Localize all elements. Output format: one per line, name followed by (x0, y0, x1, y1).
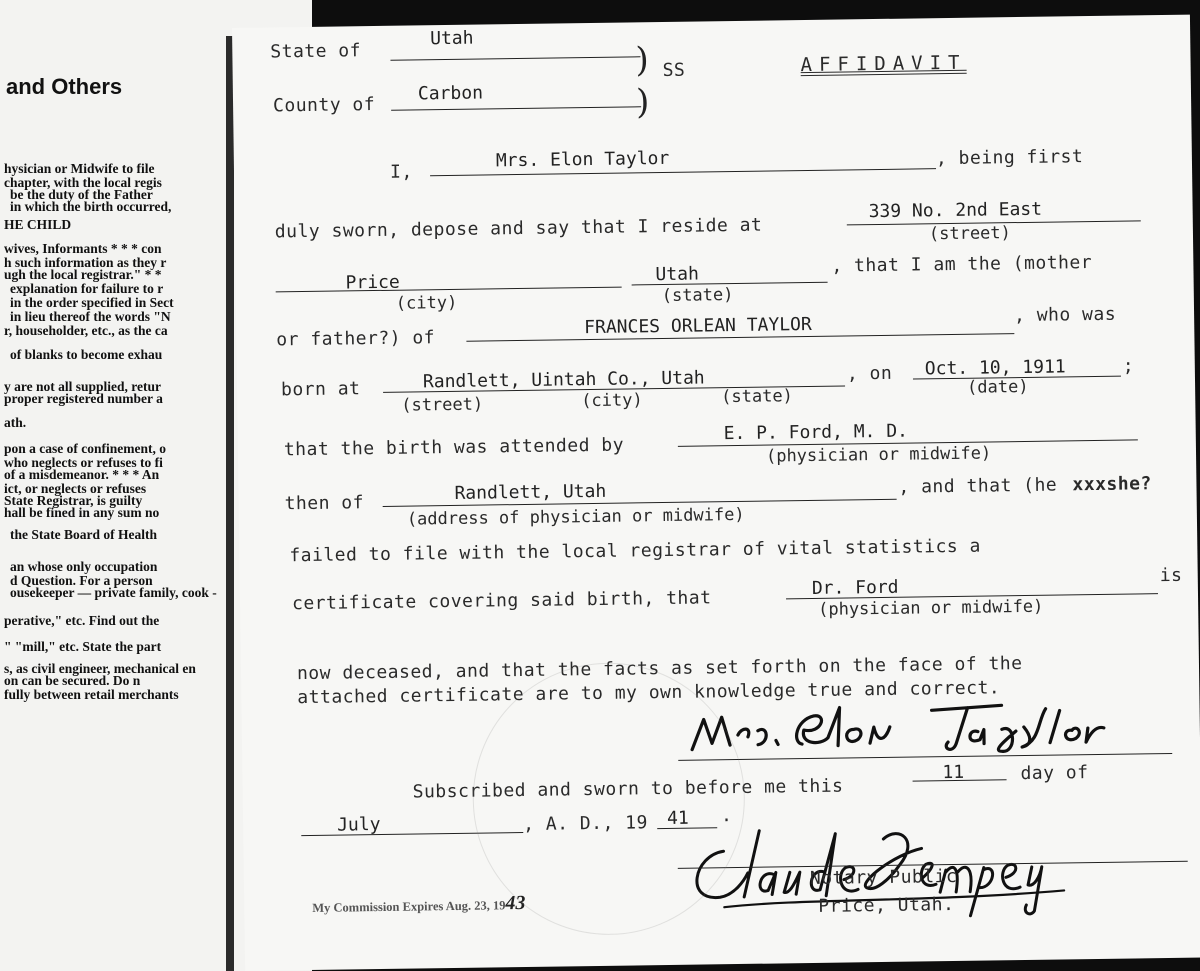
instruction-text-line: State Registrar, is guilty (4, 493, 143, 508)
or-father-text: or father?) of (276, 327, 436, 351)
state-label: State of (270, 40, 362, 63)
instruction-text-line: in which the birth occurred, (10, 199, 172, 214)
deceased-text: now deceased, and that the facts as set forth on the face of the (296, 653, 1023, 685)
brace-top: ) (635, 40, 650, 81)
ss-label: SS (662, 59, 686, 81)
instruction-text-line: in lieu thereof the words "N (10, 309, 171, 324)
instruction-text-line: h such information as they r (4, 255, 167, 270)
instruction-text-line: pon a case of confinement, o (4, 441, 166, 456)
subscribed-text: Subscribed and sworn to before me this (412, 775, 844, 803)
instruction-text-line: HE CHILD (4, 217, 72, 232)
state-caption-2: (state) (721, 386, 793, 408)
instruction-text-line: s, as civil engineer, mechanical en (4, 661, 196, 676)
affidavit-title: AFFIDAVIT (800, 51, 967, 77)
attended-by-text: that the birth was attended by (283, 434, 625, 461)
city-caption-2: (city) (581, 390, 643, 412)
city-value: Price (345, 271, 400, 294)
instruction-text-line: of blanks to become exhau (10, 347, 163, 362)
and-that-text: , and that (he (898, 474, 1058, 498)
physician-short-value: Dr. Ford (811, 576, 899, 599)
city-caption: (city) (395, 292, 458, 314)
instruction-text-line: hysician or Midwife to file (4, 161, 155, 176)
notary-title: Notary Public (809, 865, 958, 890)
being-first-text: , being first (935, 146, 1084, 170)
instruction-text-line: explanation for failure to r (10, 281, 164, 296)
instruction-text-line: ict, or neglects or refuses (4, 481, 147, 496)
semicolon: ; (1122, 355, 1135, 377)
affiant-name: Mrs. Elon Taylor (495, 147, 670, 172)
date-caption: (date) (966, 376, 1029, 398)
month-value: July (336, 814, 381, 836)
commission-stamp: My Commission Expires Aug. 23, 1943 (312, 891, 526, 915)
born-at-text: born at (280, 378, 361, 401)
birth-date-value: Oct. 10, 1911 (924, 356, 1066, 380)
instruction-text-line: chapter, with the local regis (4, 175, 162, 190)
instruction-text-line: proper registered number a (4, 391, 163, 406)
physician-caption-2: (physician or midwife) (818, 596, 1044, 620)
instruction-text-line: an whose only occupation (10, 559, 158, 574)
county-value: Carbon (417, 82, 484, 105)
year-value: 41 (666, 807, 689, 830)
commission-year: 43 (505, 891, 526, 915)
is-label: is (1159, 564, 1183, 587)
instruction-text-line: hall be fined in any sum no (4, 505, 160, 520)
day-of-text: day of (1020, 762, 1089, 785)
i-label: I, (389, 161, 413, 183)
certificate-covering-text: certificate covering said birth, that (291, 587, 712, 615)
instruction-text-line: d Question. For a person (10, 573, 153, 588)
who-was-text: , who was (1013, 303, 1117, 327)
address-caption: (address of physician or midwife) (406, 504, 745, 530)
physician-value: E. P. Ford, M. D. (723, 420, 909, 445)
instruction-text-line: ath. (4, 415, 27, 430)
instruction-text-line: be the duty of the Father (10, 187, 153, 202)
state-underline (390, 56, 640, 60)
that-i-am-text: , that I am the (mother (831, 252, 1093, 277)
county-label: County of (272, 94, 376, 117)
instruction-text-line: who neglects or refuses to fi (4, 455, 163, 470)
affidavit-sheet (232, 15, 1200, 971)
day-value: 11 (942, 761, 965, 784)
state-caption: (state) (661, 285, 734, 307)
on-label: , on (846, 362, 893, 385)
county-underline (391, 106, 641, 110)
physician-address-value: Randlett, Utah (454, 480, 607, 504)
street-caption: (street) (928, 223, 1011, 245)
instruction-text-line: ousekeeper — private family, cook - (10, 585, 217, 600)
city-underline (276, 287, 622, 293)
period: . (720, 805, 733, 827)
instruction-text-line: on can be secured. Do n (4, 673, 141, 688)
instruction-text-line: in the order specified in Sect (10, 295, 174, 310)
street-caption-2: (street) (401, 394, 484, 416)
instruction-text-line: wives, Informants * * * con (4, 241, 162, 256)
brace-bottom: ) (635, 82, 650, 123)
instruction-text-line: ugh the local registrar." * * (4, 267, 162, 282)
instruction-page-title: and Others (6, 74, 123, 99)
state2-value: Utah (655, 263, 699, 286)
duly-sworn-text: duly sworn, depose and say that I reside at (274, 214, 763, 243)
ad-label: , A. D., 19 (523, 812, 649, 836)
state-value: Utah (430, 27, 474, 50)
instruction-text-line: perative," etc. Find out the (4, 613, 160, 628)
physician-caption: (physician or midwife) (765, 443, 992, 467)
instruction-text-line: of a misdemeanor. * * * An (4, 467, 160, 482)
notary-place: Price, Utah. (818, 894, 955, 917)
instruction-text-line: " "mill," etc. State the part (4, 639, 162, 654)
failed-to-file-text: failed to file with the local registrar of vital statistics a (289, 535, 982, 567)
instruction-text-line: fully between retail merchants (4, 687, 179, 702)
street-value: 339 No. 2nd East (868, 198, 1043, 223)
instruction-text-line: the State Board of Health (10, 527, 157, 542)
child-name: FRANCES ORLEAN TAYLOR (584, 313, 812, 339)
then-of-text: then of (284, 492, 365, 515)
birthplace-value: Randlett, Uintah Co., Utah (422, 367, 705, 393)
instruction-text-line: r, householder, etc., as the ca (4, 323, 168, 338)
page-edge-shadow (226, 36, 234, 971)
instruction-text-line: y are not all supplied, retur (4, 379, 162, 394)
attached-certificate-text: attached certificate are to my own knowledge true and correct. (297, 677, 1001, 709)
struck-pronoun: xxxshe? (1072, 473, 1152, 496)
